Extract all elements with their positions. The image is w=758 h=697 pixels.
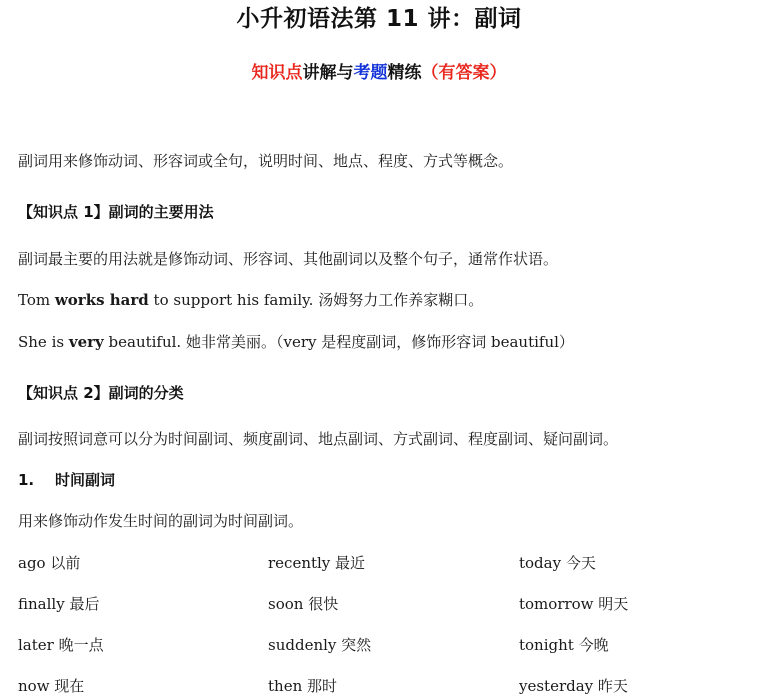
word-item: tonight 今晚 bbox=[519, 636, 609, 654]
word-item: soon 很快 bbox=[268, 595, 339, 613]
subtitle-part-exam: 考题 bbox=[353, 63, 388, 83]
subsection-heading: 时间副词 bbox=[55, 471, 116, 489]
section2-heading: 【知识点 2】副词的分类 bbox=[18, 384, 184, 402]
word-item: now 现在 bbox=[18, 677, 85, 695]
section2-text: 副词按照词意可以分为时间副词、频度副词、地点副词、方式副词、程度副词、疑问副词。 bbox=[18, 430, 619, 448]
subtitle-part-practice: 精练 bbox=[387, 63, 422, 83]
subtitle-part-answers: （有答案） bbox=[421, 63, 507, 83]
example-sentence-2 bbox=[18, 331, 574, 353]
example2-part-c: beautiful. 她非常美丽。（very 是程度副词，修饰形容词 beautiful） bbox=[103, 333, 574, 351]
subsection-time-adverbs bbox=[18, 469, 115, 491]
word-item: today 今天 bbox=[519, 554, 596, 572]
example1-highlight: works hard bbox=[54, 291, 149, 309]
word-item: then 那时 bbox=[268, 677, 337, 695]
section1-text: 副词最主要的用法就是修饰动词、形容词、其他副词以及整个句子，通常作状语。 bbox=[18, 250, 559, 268]
subtitle-part-explain: 讲解与 bbox=[302, 63, 354, 83]
word-item: ago 以前 bbox=[18, 554, 81, 572]
subsection-text: 用来修饰动作发生时间的副词为时间副词。 bbox=[18, 512, 304, 530]
example1-part-a: Tom bbox=[18, 291, 55, 309]
page-title: 小升初语法第 11 讲：副词 bbox=[236, 6, 522, 32]
example2-highlight: very bbox=[68, 333, 104, 351]
subsection-number: 1. bbox=[18, 471, 35, 489]
word-item: tomorrow 明天 bbox=[519, 595, 629, 613]
subtitle-part-knowledge: 知识点 bbox=[251, 63, 303, 83]
word-item: recently 最近 bbox=[268, 554, 366, 572]
word-item: later 晚一点 bbox=[18, 636, 104, 654]
intro-paragraph: 副词用来修饰动词、形容词或全句，说明时间、地点、程度、方式等概念。 bbox=[18, 152, 514, 170]
example2-part-a: She is bbox=[18, 333, 69, 351]
word-item: finally 最后 bbox=[18, 595, 100, 613]
word-item: suddenly 突然 bbox=[268, 636, 372, 654]
page-subtitle bbox=[0, 60, 758, 86]
word-item: yesterday 昨天 bbox=[519, 677, 628, 695]
example-sentence-1 bbox=[18, 289, 483, 311]
section1-heading: 【知识点 1】副词的主要用法 bbox=[18, 203, 214, 221]
example1-part-c: to support his family. 汤姆努力工作养家糊口。 bbox=[148, 291, 484, 309]
